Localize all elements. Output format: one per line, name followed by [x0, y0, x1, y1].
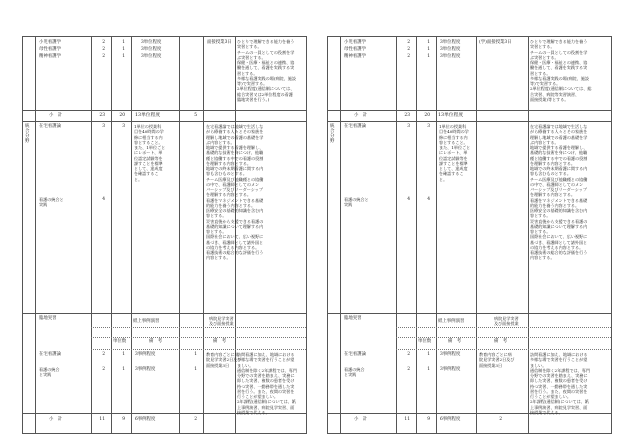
cell: 3単位程度	[440, 47, 461, 52]
cell: 3	[102, 124, 105, 129]
cell: 13単位程度	[135, 113, 161, 118]
cell: 1	[427, 54, 430, 59]
remarks: 在宅看護論では地域で生活しな がら療養する人々とその家族を 理解し地域での看護の基礎を学 ぶ内容とする。 地域で提供する看護を理解し、 基礎的な技術を身につけ、他職 種と協働する中での看護の役割 を理解する内容とする。 地域での終末期看護に関する内 容も含むものとする。 チーム医療及び他職種との協働 の中で、看護師としてのメン バーシップ及びリーダーシップ を理解する内容とする。 看護をマネジメントできる基礎 的能力を養う内容とする。 医療安全の基礎的知識を含む内 容とする。 災害直後から支援できる看護の 基礎的知識について理解する内 容とする。 国際社会において、広い視野に 基づき、看護師として諸外国と の協力を考える内容とする。 看護技術の総合的な評価を行う 内容とする。	[530, 124, 588, 261]
cell: 3単位程度	[440, 40, 461, 45]
cell: 5	[194, 113, 197, 118]
header: 病院見学実習 及び面接授業	[209, 316, 234, 327]
cell: 2	[499, 417, 502, 422]
subtotal-label: 小 計	[49, 113, 63, 118]
cell: 1	[427, 367, 430, 372]
cell: 4	[102, 197, 105, 202]
cell: 2	[407, 367, 410, 372]
subtotal-label: 小 計	[49, 417, 63, 422]
cell: 2	[407, 352, 410, 357]
subject: 精神看護学	[39, 54, 61, 59]
remarks: 訪問看護に加え、地域における 多様な場で実習を行うことが望 ましい。 通信制を除く2年課程では、専門 分野での実習を踏まえ、実務に 即した実習、複数の患者を受け 持つ実習、一勤務帯を通した実 習を行う。また、夜間の実習を 行うことが望ましい。 2年課程(通信制)については、紙 上事例演習、病院見学実習、面 接授業で代える。	[237, 352, 297, 415]
header: 備 考	[149, 339, 163, 344]
subtotal-label: 小 計	[354, 113, 368, 118]
subject: 看護の統合と 実践	[344, 197, 369, 208]
cell: 23	[99, 113, 105, 118]
cell: (学)面接授業3日	[479, 40, 512, 45]
cell: 3単位程度	[440, 54, 461, 59]
header: 紙上事例演習	[133, 319, 160, 324]
cell: 11	[404, 417, 410, 422]
subject: 看護の統合と 実践	[39, 197, 64, 208]
cell: 1	[122, 367, 125, 372]
remarks: ひとりで理解できる能力を養う 実習とする。 チームの一員としての役割を学 ぶ実習とする。 保健・医療・福祉との連携、協 働を通して、看護を実践する実 習とする。 多様な看護実践の場(病院、施設 等)で実習する。 2単位程度(通信制については、総 合実習、病院等実習演習、 面接授業)等とする。	[530, 39, 592, 102]
subject: 精神看護学	[344, 54, 366, 59]
subtotal-label: 小 計	[354, 417, 368, 422]
subject: 在宅看護論	[39, 124, 61, 129]
cell: 3単位程度	[141, 47, 162, 52]
cell: 1	[122, 47, 125, 52]
cell: 3	[427, 124, 430, 129]
cell: 3事例程度	[440, 352, 461, 357]
cell: 20	[119, 113, 125, 118]
label: 臨地実習	[39, 316, 57, 321]
cell: 23	[404, 113, 410, 118]
cell: 教育内容ごとに病 院見学実習2日及び 面接授業3日	[479, 352, 515, 368]
subject: 母性看護学	[344, 47, 366, 52]
subject: 母性看護学	[39, 47, 61, 52]
cell: 13単位程度	[438, 113, 464, 118]
cell: 4	[427, 197, 430, 202]
remarks: ひとりで理解できる能力を養う 実習とする。 チームの一員としての役割を学 ぶ実習とする。 保健・医療・福祉との連携、協 働を通して、看護を実践する実 習とする。 多様な看護実践の場(病院、施設 等)で実習する。 2単位程度(通信制については、 総合実習又は2単位程度の看護 臨地実習を行う。)	[237, 39, 296, 102]
cell: 3	[122, 124, 125, 129]
header: 備 考	[213, 339, 227, 344]
remarks: 在宅看護論では地域で生活しな がら療養する人々とその家族を 理解し地域での看護の基礎を学 ぶ内容とする。 地域で提供する看護を理解し、 基礎的な技術を身につけ、他職 種と協働する中での看護の役割 を理解する内容とする。 地域での終末期看護に関する内 容も含むものとする。 チーム医療及び他職種との協働 の中で、看護師としてのメン バーシップ及びリーダーシップ を理解する内容とする。 看護をマネジメントできる基礎 的能力を養う内容とする。 医療安全の基礎的知識を含む内 容とする。 災害直後から支援できる看護の 基礎的知識について理解する内 容とする。 国際社会において、広い視野に 基づき、看護師として諸外国と の協力を考える内容とする。 看護技術の総合的な評価を行う 内容とする。	[206, 124, 264, 261]
group-label: 統 合 分 野	[25, 124, 30, 144]
cell: 3単位程度	[141, 40, 162, 45]
cell: 1	[122, 40, 125, 45]
cell: 2	[102, 367, 105, 372]
subject: 在宅看護論	[344, 124, 366, 129]
remarks: 訪問看護に加え、地域における 多様な場で実習を行うことが望 ましい。 通信制を除く2年課程では、専門 分野での実習を踏まえ、実務に 即した実習、複数の患者を受け 持つ実習、一勤務帯を通した実 習を行う。また、夜間の実習を 行うことが望ましい。 2年課程(通信制)については、紙 上事例演習、病院見学実習、面 接授業で代える。	[530, 352, 590, 415]
header: 備 考	[448, 339, 462, 344]
cell: 6事例程度	[135, 417, 156, 422]
cell: 2	[102, 352, 105, 357]
cell: 3事例程度	[135, 367, 156, 372]
cell: 1	[427, 352, 430, 357]
cell: 2	[194, 417, 197, 422]
cell: 1	[194, 352, 197, 357]
cell: 3	[407, 124, 410, 129]
cell: 教育内容ごとに病 院見学実習2日及び 面接授業3日	[206, 352, 242, 368]
cell: 4	[407, 197, 410, 202]
label: 臨地実習	[344, 316, 362, 321]
cell: 2	[102, 54, 105, 59]
table-left	[22, 36, 307, 434]
cell: 11	[99, 417, 105, 422]
cell: 面接授業3日	[207, 40, 232, 45]
cell: 1単位の授業科 目を40時間の学 修に相当する内 容とすること。 また、1単位ごと にレポート、単 位認定試験等を 課すことを標準 として、達成度 を確認するこ と。	[439, 124, 471, 182]
cell: 3事例程度	[440, 367, 461, 372]
cell: 1	[427, 47, 430, 52]
cell: 1	[427, 40, 430, 45]
header: 備 考	[494, 339, 508, 344]
cell: 9	[427, 417, 430, 422]
cell: 2	[407, 47, 410, 52]
header: 単位数	[418, 339, 432, 344]
cell: 1	[122, 352, 125, 357]
cell: 2	[407, 54, 410, 59]
group-label: 統 合 分 野	[330, 124, 335, 144]
cell: 1	[194, 367, 197, 372]
subject: 小児看護学	[39, 40, 61, 45]
subject: 在宅看護論	[344, 352, 366, 357]
cell: 2	[102, 47, 105, 52]
subject: 在宅看護論	[39, 352, 61, 357]
cell: 2	[407, 40, 410, 45]
table-right	[327, 36, 612, 434]
header: 単位数	[113, 339, 127, 344]
cell: 9	[122, 417, 125, 422]
subject: 看護の統合 と実践	[344, 367, 365, 378]
subject: 小児看護学	[344, 40, 366, 45]
cell: 6事例程度	[440, 417, 461, 422]
cell: 3事例程度	[135, 352, 156, 357]
subject: 看護の統合 と実践	[39, 367, 60, 378]
header: 紙上事例演習	[438, 319, 465, 324]
cell: 1	[122, 54, 125, 59]
cell: 3単位程度	[141, 54, 162, 59]
header: 病院見学実習 及び面接授業	[494, 316, 519, 327]
cell: 20	[424, 113, 430, 118]
cell: 1単位の授業科 目を40時間の学 修に相当する内 容とすること。 また、1単位ごと にレポート、単 位認定試験等を 課すことを標準 として、達成度 を確認するこ と。	[134, 124, 166, 182]
cell: 2	[102, 40, 105, 45]
